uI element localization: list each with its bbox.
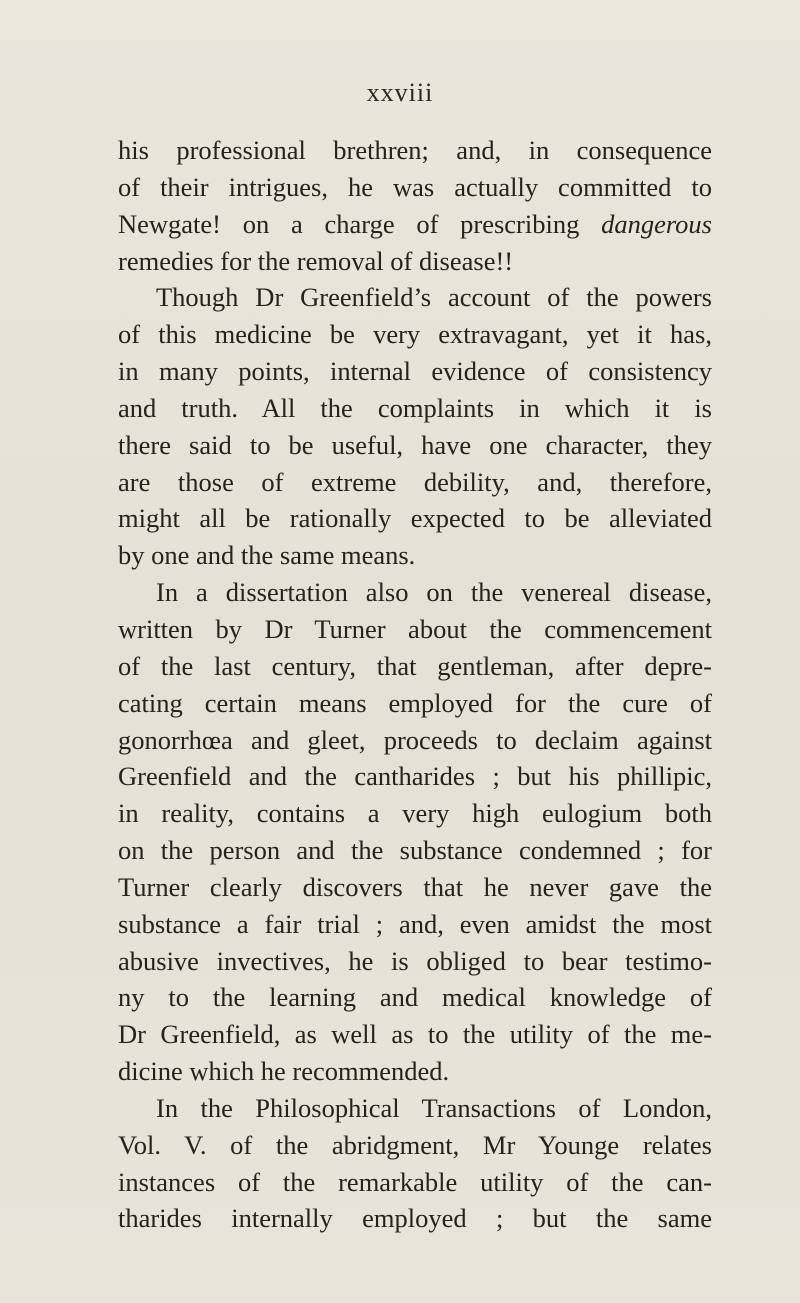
text-line: Turner clearly discovers that he never gave the xyxy=(118,871,712,902)
text-line: on the person and the substance condemned ; for xyxy=(118,835,712,866)
text-line: in many points, internal evidence of consistency xyxy=(118,356,712,387)
text-run: Newgate! on a charge of prescribing xyxy=(118,208,602,239)
text-line: gonorrhœa and gleet, proceeds to declaim against xyxy=(118,724,712,755)
text-line: cating certain means employed for the cure of xyxy=(118,687,712,718)
text-line: In the Philosophical Transactions of London, xyxy=(156,1092,712,1123)
text-line: instances of the remarkable utility of the can- xyxy=(118,1166,712,1197)
text-line: substance a fair trial ; and, even amidst the most xyxy=(118,908,712,939)
text-line: in reality, contains a very high eulogium both xyxy=(118,798,712,829)
text-line: and truth. All the complaints in which it is xyxy=(118,392,712,423)
text-line: ny to the learning and medical knowledge of xyxy=(118,982,712,1013)
text-line: written by Dr Turner about the commencement xyxy=(118,613,712,644)
text-line: are those of extreme debility, and, therefore, xyxy=(118,466,712,497)
text-line: of their intrigues, he was actually committed to xyxy=(118,171,712,202)
text-line: Vol. V. of the abridgment, Mr Younge relates xyxy=(118,1129,712,1160)
text-line: abusive invectives, he is obliged to bear testimo- xyxy=(118,945,712,976)
text-line: of the last century, that gentleman, after depre- xyxy=(118,650,712,681)
text-line: Greenfield and the cantharides ; but his phillipic, xyxy=(118,761,712,792)
text-line: In a dissertation also on the venereal disease, xyxy=(156,577,712,608)
text-line: by one and the same means. xyxy=(118,540,416,571)
text-line: remedies for the removal of disease!! xyxy=(118,245,514,276)
text-line: Dr Greenfield, as well as to the utility of the me- xyxy=(118,1019,712,1050)
text-line: might all be rationally expected to be alleviated xyxy=(118,503,712,534)
text-line: his professional brethren; and, in consequence xyxy=(118,135,712,165)
text-line: there said to be useful, have one character, they xyxy=(118,429,712,460)
text-line: tharides internally employed ; but the same xyxy=(118,1203,712,1234)
page-number: xxviii xyxy=(366,78,434,107)
text-line: of this medicine be very extravagant, yet it has, xyxy=(118,319,712,350)
text-line xyxy=(118,206,712,243)
text-line: dicine which he recommended. xyxy=(118,1056,450,1087)
text-line: Though Dr Greenfield’s account of the powers xyxy=(156,282,712,313)
italic-run: dangerous xyxy=(601,208,712,239)
body-text xyxy=(118,132,712,1237)
